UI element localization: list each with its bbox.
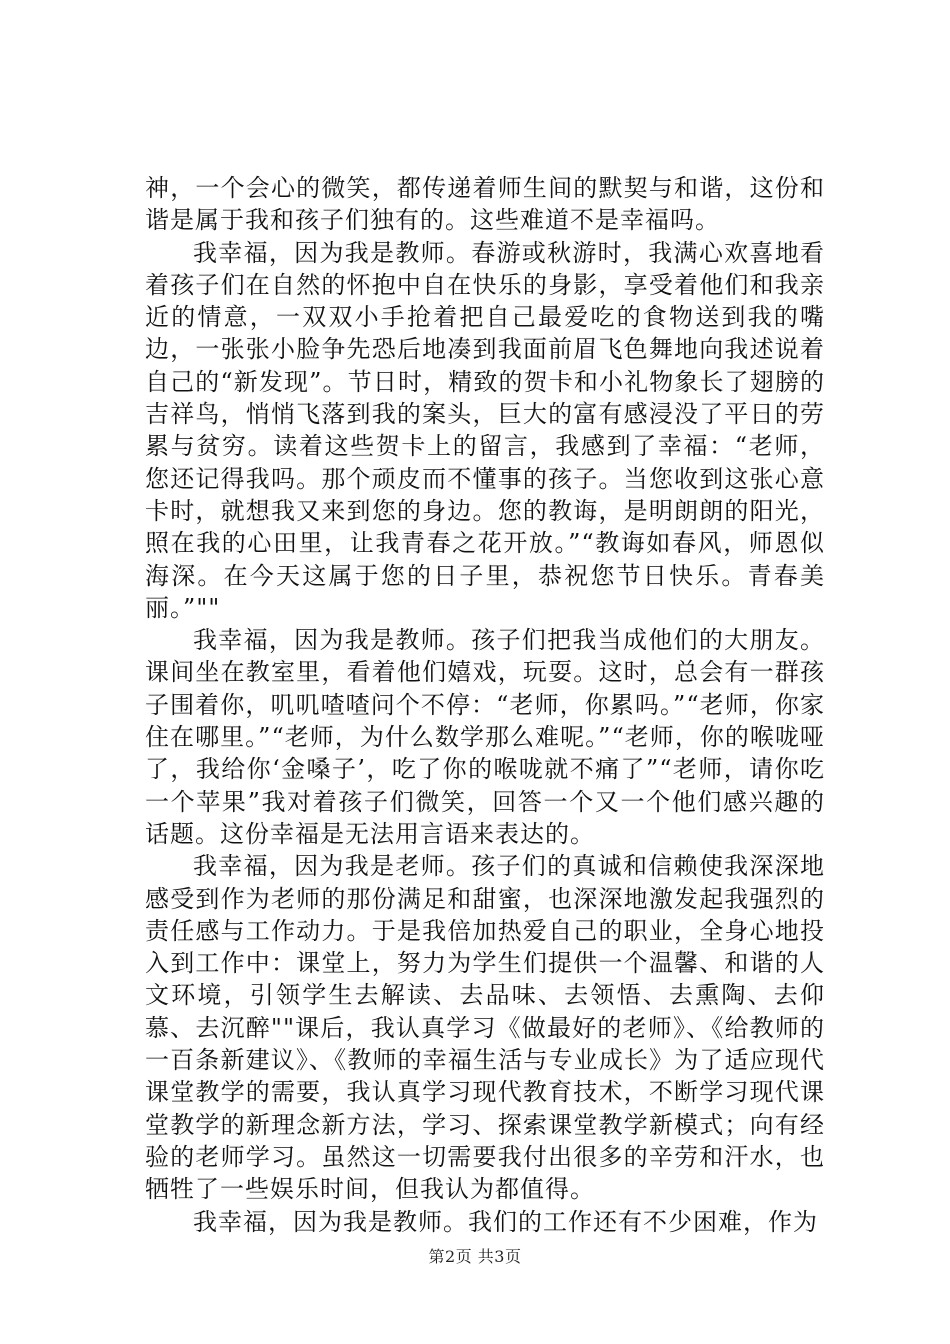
paragraph-continuation: 神，一个会心的微笑，都传递着师生间的默契与和谐，这份和谐是属于我和孩子们独有的。这些难道不是幸福吗。 [145, 174, 825, 235]
paragraph: 我幸福，因为我是教师。孩子们把我当成他们的大朋友。课间坐在教室里，看着他们嬉戏，玩耍。这时，总会有一群孩子围着你，叽叽喳喳问个不停：“老师，你累吗。”“老师，你家住在哪里。”“老师，为什么数学那么难呢。”“老师，你的喉咙哑了，我给你‘金嗓子’，吃了你的喉咙就不痛了”“老师，请你吃一个苹果”我对着孩子们微笑，回答一个又一个他们感兴趣的话题。这份幸福是无法用言语来表达的。 [145, 626, 825, 848]
paragraph: 我幸福，因为我是老师。孩子们的真诚和信赖使我深深地感受到作为老师的那份满足和甜蜜，也深深地激发起我强烈的责任感与工作动力。于是我倍加热爱自己的职业，全身心地投入到工作中：课堂上，努力为学生们提供一个温馨、和谐的人文环境，引领学生去解读、去品味、去领悟、去熏陶、去仰慕、去沉醉""课后，我认真学习《做最好的老师》、《给教师的一百条新建议》、《教师的幸福生活与专业成长》为了适应现代课堂教学的需要，我认真学习现代教育技术，不断学习现代课堂教学的新理念新方法，学习、探索课堂教学新模式；向有经验的老师学习。虽然这一切需要我付出很多的辛劳和汗水，也牺牲了一些娱乐时间，但我认为都值得。 [145, 852, 825, 1204]
page-footer: 第2页 共3页 [428, 1247, 522, 1266]
paragraph: 我幸福，因为我是教师。春游或秋游时，我满心欢喜地看着孩子们在自然的怀抱中自在快乐的身影，享受着他们和我亲近的情意，一双双小手抢着把自己最爱吃的食物送到我的嘴边，一张张小脸争先恐后地凑到我面前眉飞色舞地向我述说着自己的“新发现”。节日时，精致的贺卡和小礼物象长了翅膀的吉祥鸟，悄悄飞落到我的案头，巨大的富有感浸没了平日的劳累与贫穷。读着这些贺卡上的留言，我感到了幸福：“老师，您还记得我吗。那个顽皮而不懂事的孩子。当您收到这张心意卡时，就想我又来到您的身边。您的教诲，是明朗朗的阳光，照在我的心田里，让我青春之花开放。”“教诲如春风，师恩似海深。在今天这属于您的日子里，恭祝您节日快乐。青春美丽。”"" [145, 238, 825, 622]
paragraph: 我幸福，因为我是教师。我们的工作还有不少困难，作为 [193, 1207, 818, 1236]
document-body [145, 172, 825, 1238]
